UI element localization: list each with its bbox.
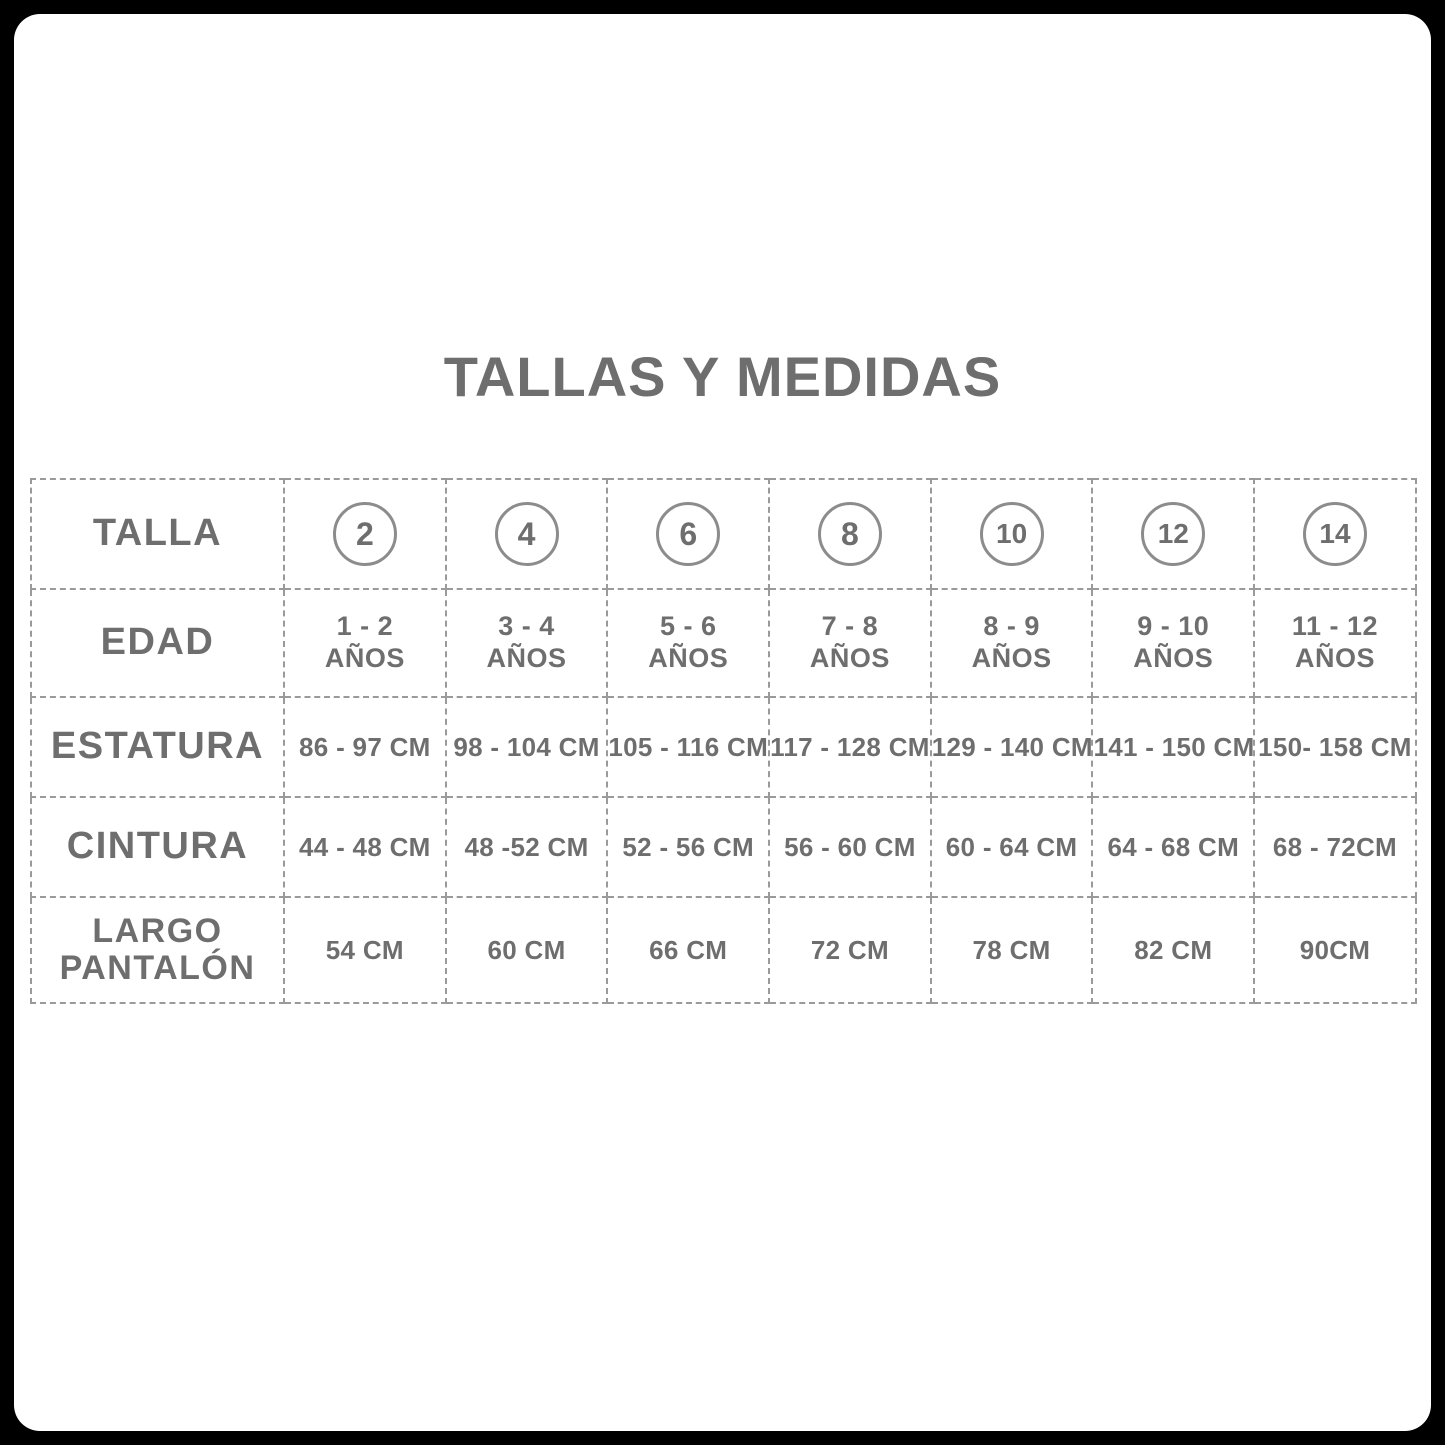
table-row-talla bbox=[31, 479, 1416, 589]
table-cell-edad-1 bbox=[284, 589, 446, 697]
table-cell-talla-5 bbox=[931, 479, 1093, 589]
age-range: 7 - 8 bbox=[821, 611, 879, 642]
age-range: 8 - 9 bbox=[983, 611, 1040, 642]
table-cell-cintura-7: 68 - 72CM bbox=[1254, 797, 1416, 897]
row-header-largo-line1: LARGO bbox=[92, 912, 223, 951]
row-header-cintura: CINTURA bbox=[31, 797, 284, 897]
table-cell-largo-7: 90CM bbox=[1254, 897, 1416, 1003]
size-badge: 8 bbox=[818, 502, 882, 566]
table-cell-cintura-1: 44 - 48 CM bbox=[284, 797, 446, 897]
age-unit: AÑOS bbox=[1294, 643, 1375, 673]
row-header-largo-pantalon bbox=[31, 897, 284, 1003]
table-cell-largo-4: 72 CM bbox=[769, 897, 931, 1003]
table-cell-cintura-6: 64 - 68 CM bbox=[1092, 797, 1254, 897]
row-header-estatura: ESTATURA bbox=[31, 697, 284, 797]
page-title: TALLAS Y MEDIDAS bbox=[443, 345, 1002, 408]
size-badge: 6 bbox=[656, 502, 720, 566]
table-cell-edad-7 bbox=[1254, 589, 1416, 697]
age-unit: AÑOS bbox=[1133, 643, 1214, 673]
table-cell-talla-7 bbox=[1254, 479, 1416, 589]
table-cell-estatura-7: 150- 158 CM bbox=[1254, 697, 1416, 797]
table-cell-talla-1 bbox=[284, 479, 446, 589]
table-cell-estatura-5: 129 - 140 CM bbox=[931, 697, 1093, 797]
table-cell-estatura-4: 117 - 128 CM bbox=[769, 697, 931, 797]
age-range: 11 - 12 bbox=[1291, 611, 1378, 642]
table-row-edad bbox=[31, 589, 1416, 697]
table-cell-largo-2: 60 CM bbox=[446, 897, 608, 1003]
row-header-largo-line2: PANTALÓN bbox=[59, 949, 256, 987]
size-table-container bbox=[30, 478, 1415, 1004]
table-cell-largo-1: 54 CM bbox=[284, 897, 446, 1003]
table-cell-talla-3 bbox=[607, 479, 769, 589]
age-unit: AÑOS bbox=[971, 643, 1052, 673]
table-cell-edad-4 bbox=[769, 589, 931, 697]
table-cell-largo-6: 82 CM bbox=[1092, 897, 1254, 1003]
table-cell-cintura-5: 60 - 64 CM bbox=[931, 797, 1093, 897]
table-row-cintura bbox=[31, 797, 1416, 897]
table-cell-edad-5 bbox=[931, 589, 1093, 697]
size-badge: 12 bbox=[1141, 502, 1205, 566]
table-cell-estatura-6: 141 - 150 CM bbox=[1092, 697, 1254, 797]
age-unit: AÑOS bbox=[648, 643, 729, 673]
size-badge: 10 bbox=[980, 502, 1044, 566]
table-cell-estatura-3: 105 - 116 CM bbox=[607, 697, 769, 797]
size-badge: 14 bbox=[1303, 502, 1367, 566]
age-range: 1 - 2 bbox=[336, 611, 394, 642]
table-cell-estatura-2: 98 - 104 CM bbox=[446, 697, 608, 797]
table-cell-cintura-4: 56 - 60 CM bbox=[769, 797, 931, 897]
size-table bbox=[30, 478, 1417, 1004]
table-cell-estatura-1: 86 - 97 CM bbox=[284, 697, 446, 797]
table-cell-largo-5: 78 CM bbox=[931, 897, 1093, 1003]
table-cell-talla-2 bbox=[446, 479, 608, 589]
age-range: 9 - 10 bbox=[1137, 611, 1210, 642]
table-row-largo-pantalon bbox=[31, 897, 1416, 1003]
row-header-talla: TALLA bbox=[31, 479, 284, 589]
table-cell-edad-6 bbox=[1092, 589, 1254, 697]
age-unit: AÑOS bbox=[809, 643, 890, 673]
size-chart-card bbox=[14, 14, 1431, 1431]
age-unit: AÑOS bbox=[324, 643, 405, 673]
table-cell-edad-2 bbox=[446, 589, 608, 697]
table-cell-largo-3: 66 CM bbox=[607, 897, 769, 1003]
table-row-estatura bbox=[31, 697, 1416, 797]
table-cell-talla-4 bbox=[769, 479, 931, 589]
size-badge: 4 bbox=[495, 502, 559, 566]
table-cell-talla-6 bbox=[1092, 479, 1254, 589]
age-range: 5 - 6 bbox=[659, 611, 717, 642]
table-cell-cintura-2: 48 -52 CM bbox=[446, 797, 608, 897]
table-cell-edad-3 bbox=[607, 589, 769, 697]
age-range: 3 - 4 bbox=[498, 611, 555, 642]
age-unit: AÑOS bbox=[486, 643, 567, 673]
row-header-edad: EDAD bbox=[31, 589, 284, 697]
table-cell-cintura-3: 52 - 56 CM bbox=[607, 797, 769, 897]
size-badge: 2 bbox=[333, 502, 397, 566]
